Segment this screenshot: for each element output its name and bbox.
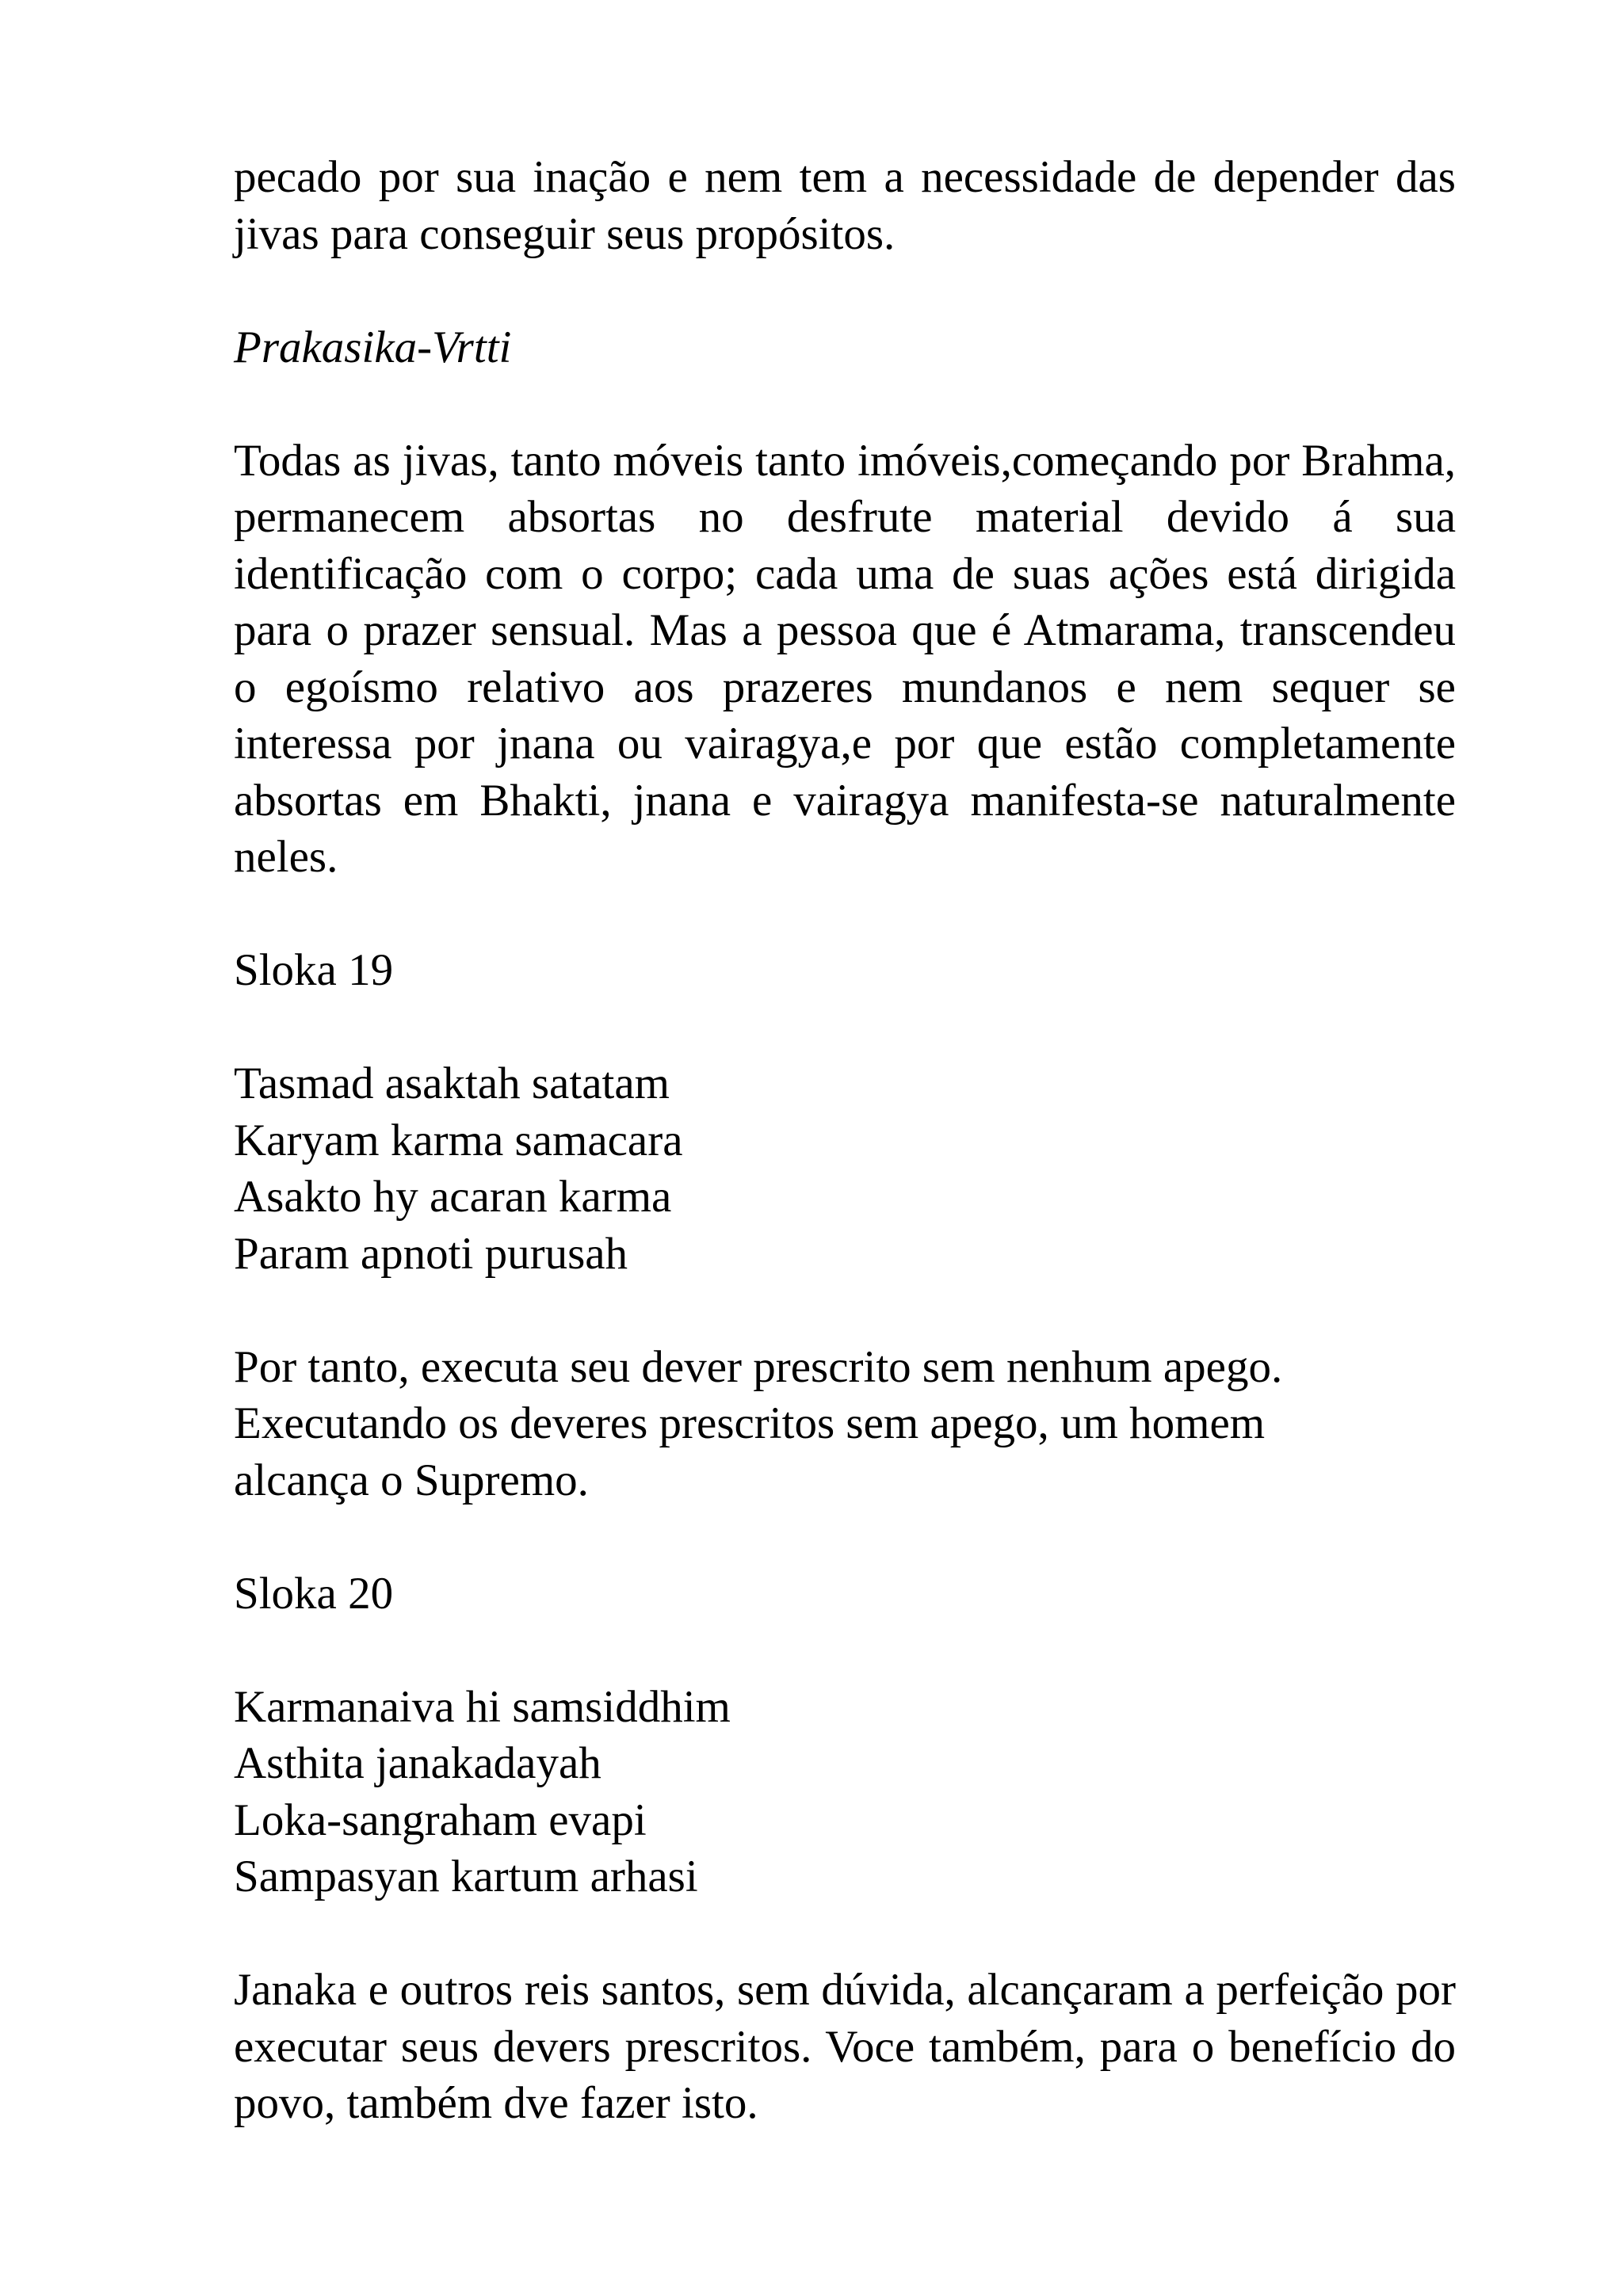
- sloka-19-verse: [234, 1055, 1456, 1282]
- paragraph-commentary: Todas as jivas, tanto móveis tanto imóveis,começando por Brahma, permanecem absortas no desfrute material devido á sua identificação com o corpo; cada uma de suas ações está dirigida para o prazer sensual. Mas a pessoa que é Atmarama, transcendeu o egoísmo relativo aos prazeres mundanos e nem sequer se interessa por jnana ou vairagya,e por que estão completamente absortas em Bhakti, jnana e vairagya manifesta-se naturalmente neles.: [234, 435, 1456, 882]
- verse-line: Loka-sangraham evapi: [234, 1794, 647, 1845]
- verse-line: Sampasyan kartum arhasi: [234, 1852, 698, 1901]
- verse-line: Param apnoti purusah: [234, 1228, 628, 1279]
- verse-line: Asakto hy acaran karma: [234, 1172, 672, 1222]
- sloka-19-heading: Sloka 19: [234, 945, 394, 995]
- paragraph-intro: pecado por sua inação e nem tem a necessidade de depender das jivas para conseguir seus propósitos.: [234, 152, 1456, 259]
- translation-line: Por tanto, executa seu dever prescrito sem nenhum apego.: [234, 1341, 1283, 1392]
- translation-line: Executando os deveres prescritos sem apego, um homem: [234, 1398, 1266, 1448]
- verse-line: Karmanaiva hi samsiddhim: [234, 1681, 731, 1732]
- sloka-20-verse: [234, 1679, 1456, 1905]
- sloka-20-translation: Janaka e outros reis santos, sem dúvida, alcançaram a perfeição por executar seus devers prescritos. Voce também, para o benefício do povo, também dve fazer isto.: [234, 1965, 1456, 2128]
- verse-line: Tasmad asaktah satatam: [234, 1058, 670, 1108]
- verse-line: Karyam karma samacara: [234, 1115, 683, 1165]
- page-content: [234, 149, 1456, 2188]
- translation-line: alcança o Supremo.: [234, 1455, 589, 1505]
- verse-line: Asthita janakadayah: [234, 1738, 601, 1788]
- commentary-heading: Prakasika-Vrtti: [234, 322, 512, 372]
- sloka-20-heading: Sloka 20: [234, 1568, 394, 1619]
- sloka-19-translation: [234, 1339, 1456, 1509]
